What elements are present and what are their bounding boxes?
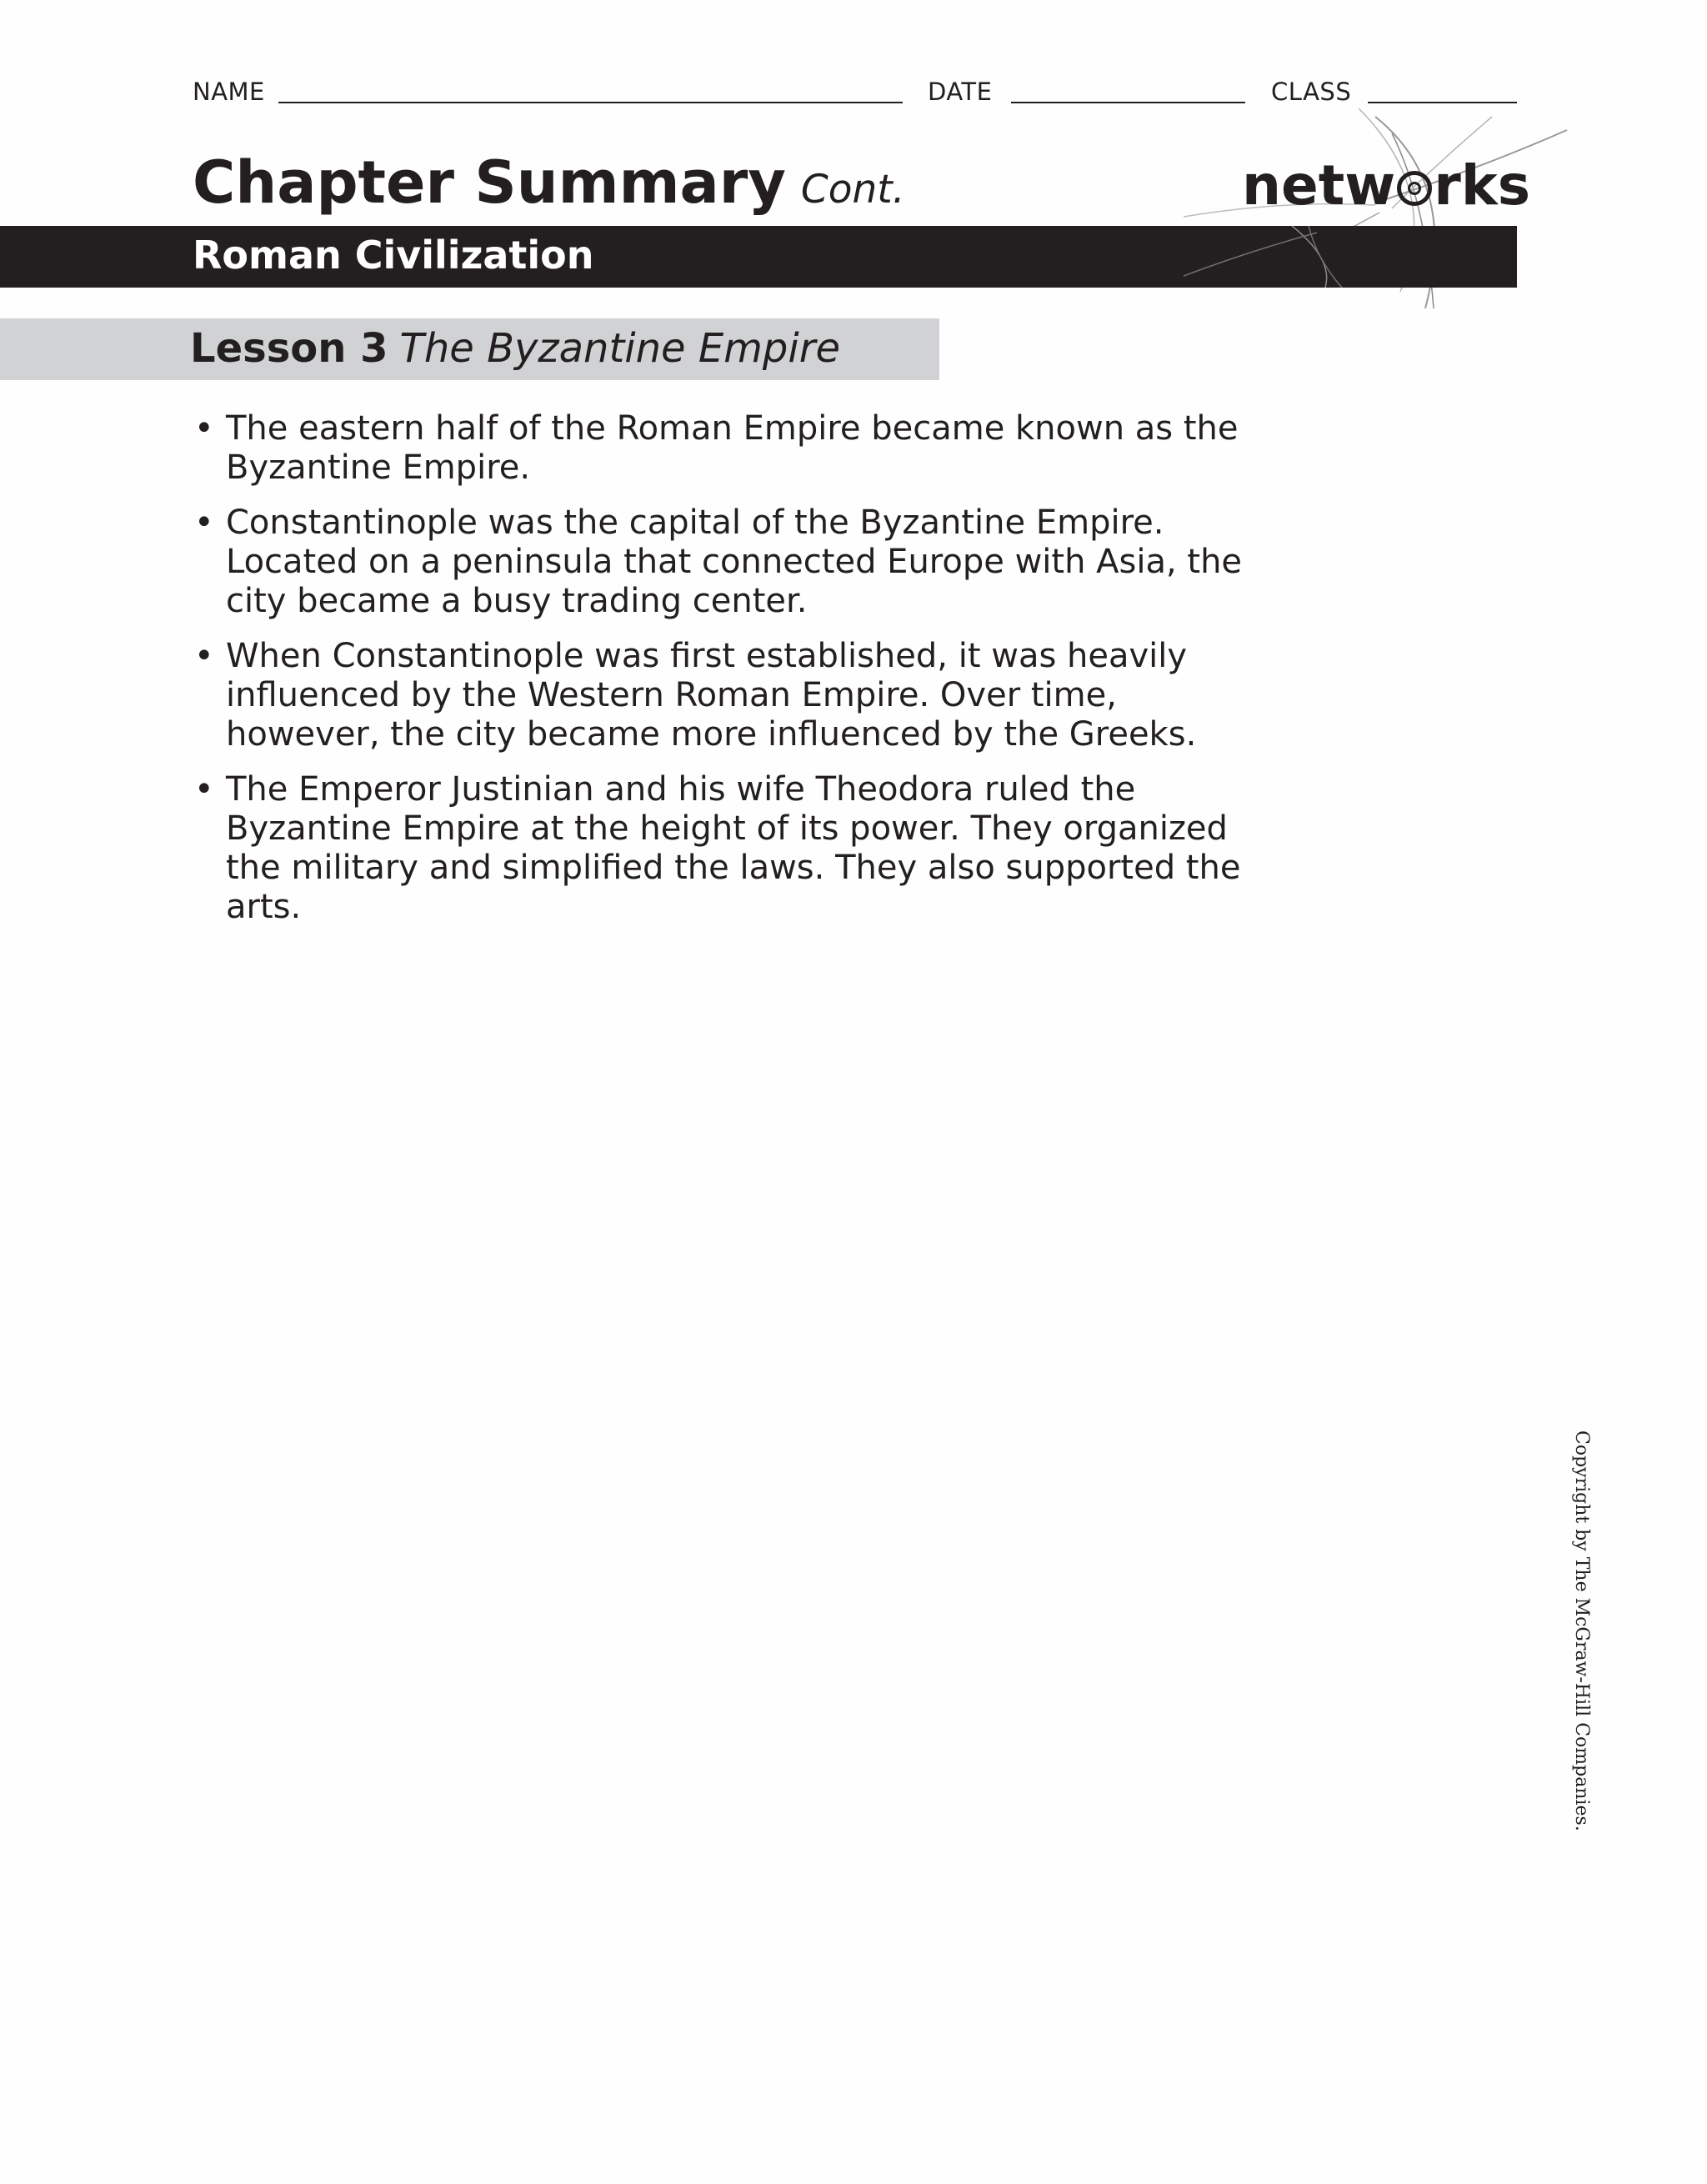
lesson-bar [0,318,939,380]
copyright-notice: Copyright by The McGraw-Hill Companies. [1571,1430,1592,1831]
bullet-text: The eastern half of the Roman Empire became known as the Byzantine Empire. [226,409,1239,487]
name-label: NAME [193,78,265,106]
networks-logo [1242,153,1531,218]
bullet-marker: • [194,409,214,448]
class-field[interactable] [1368,102,1517,103]
header-fields [193,78,1517,111]
bullet-marker: • [194,503,214,542]
chapter-title-cont: Cont. [800,167,905,213]
networks-logo-text-start: netw [1242,153,1396,218]
networks-logo-target-icon [1397,171,1432,206]
date-field[interactable] [1011,102,1245,103]
summary-bullet [193,637,1301,754]
bullet-marker: • [194,770,214,809]
bullet-marker: • [194,637,214,675]
summary-bullet-list [193,409,1301,943]
date-label: DATE [928,78,993,106]
chapter-title-main: Chapter Summary [193,148,786,217]
summary-bullet [193,503,1301,621]
bullet-text: When Constantinople was first established, it was heavily influenced by the Western Roman Empire. Over time, however, the city became more influenced by the Greeks. [226,637,1197,754]
bullet-text: The Emperor Justinian and his wife Theodora ruled the Byzantine Empire at the height of its power. They organized the military and simplified the laws. They also supported the arts. [226,770,1241,926]
summary-bullet [193,409,1301,488]
lesson-heading [190,325,840,372]
class-label: CLASS [1271,78,1352,106]
band-title: Roman Civilization [193,233,594,278]
title-band [0,226,1517,288]
band-swirl-graphic [1184,226,1517,288]
lesson-number: Lesson 3 [190,325,388,372]
summary-bullet [193,770,1301,927]
name-field[interactable] [278,102,903,103]
lesson-name: The Byzantine Empire [399,325,840,372]
bullet-text: Constantinople was the capital of the Byzantine Empire. Located on a peninsula that connected Europe with Asia, the city became a busy trading center. [226,503,1243,620]
chapter-title [193,148,905,217]
networks-logo-text-end: rks [1434,153,1531,218]
